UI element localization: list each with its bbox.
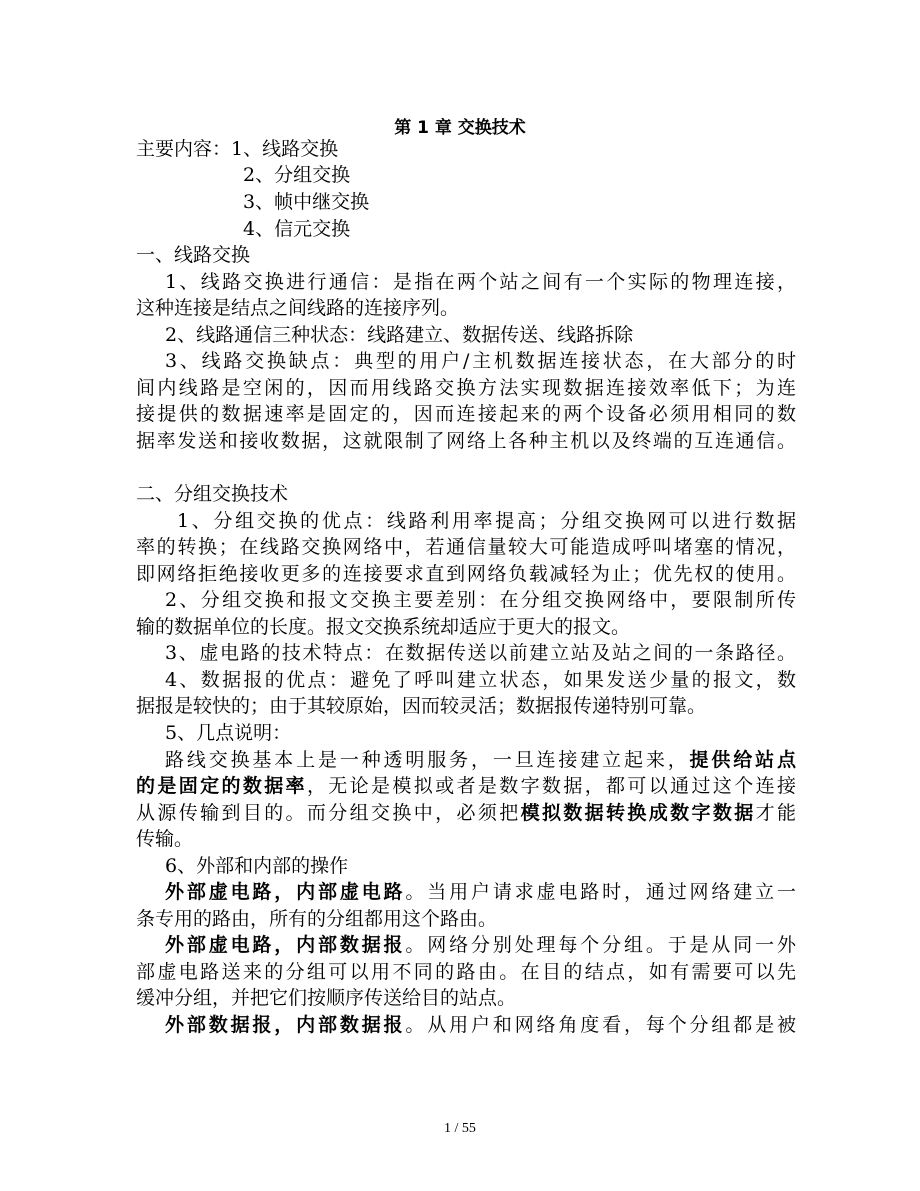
- bold-text: 提供给站点: [689, 749, 796, 771]
- bold-text: 的是固定的数据率: [136, 775, 307, 797]
- paragraph-line: 2、分组交换和报文交换主要差别：在分组交换网络中，要限制所传: [165, 589, 796, 611]
- paragraph-line: 1、分组交换的优点：线路利用率提高；分组交换网可以进行数据: [177, 510, 796, 532]
- text-run: 才能: [755, 802, 796, 824]
- text-run: 。网络分别处理每个分组。于是从同一外: [405, 934, 796, 956]
- paragraph-line: [136, 775, 796, 798]
- text-run: 。从用户和网络角度看，每个分组都是被: [405, 1014, 796, 1036]
- toc-item: 2、分组交换: [243, 164, 351, 186]
- paragraph-line: 部虚电路送来的分组可以用不同的路由。在目的结点，如有需要可以先: [136, 961, 796, 983]
- paragraph-line: [165, 934, 796, 957]
- paragraph-line: 输的数据单位的长度。报文交换系统却适应于更大的报文。: [136, 616, 631, 638]
- paragraph-line: 3、虚电路的技术特点：在数据传送以前建立站及站之间的一条路径。: [165, 642, 796, 664]
- paragraph-line: 条专用的路由，所有的分组都用这个路由。: [136, 908, 498, 930]
- paragraph-line: 缓冲分组，并把它们按顺序传送给目的站点。: [136, 987, 517, 1009]
- section-heading: 二、分组交换技术: [136, 483, 289, 505]
- text-run: 从源传输到目的。而分组交换中，必须把: [136, 802, 521, 824]
- bold-text: 外部数据报，内部数据报: [165, 1014, 406, 1036]
- paragraph-line: [165, 1014, 796, 1037]
- paragraph-line: [136, 802, 796, 825]
- paragraph-line: [165, 881, 796, 904]
- paragraph-line: 据报是较快的；由于其较原始，因而较灵活；数据报传递特别可靠。: [136, 695, 707, 717]
- paragraph-line: 这种连接是结点之间线路的连接序列。: [136, 297, 460, 319]
- paragraph-line: 间内线路是空闲的，因而用线路交换方法实现数据连接效率低下；为连: [136, 377, 796, 399]
- paragraph-line: 5、几点说明：: [165, 722, 292, 744]
- paragraph-line: 4、数据报的优点：避免了呼叫建立状态，如果发送少量的报文，数: [165, 669, 796, 691]
- paragraph-line: 据率发送和接收数据，这就限制了网络上各种主机以及终端的互连通信。: [136, 430, 796, 452]
- text-run: 。当用户请求虚电路时，通过网络建立一: [405, 881, 796, 903]
- toc-item: 3、帧中继交换: [243, 191, 370, 213]
- paragraph-line: 3、线路交换缺点：典型的用户/主机数据连接状态，在大部分的时: [165, 350, 796, 372]
- section-heading: 一、线路交换: [136, 244, 251, 266]
- paragraph-line: [165, 749, 796, 772]
- paragraph-line: 接提供的数据速率是固定的，因而连接起来的两个设备必须用相同的数: [136, 403, 796, 425]
- toc-label: 主要内容：1、线路交换: [136, 138, 339, 160]
- paragraph-line: 率的转换；在线路交换网络中，若通信量较大可能造成呼叫堵塞的情况，: [136, 536, 796, 558]
- page-number: 1 / 55: [444, 1121, 476, 1136]
- text-run: ，无论是模拟或者是数字数据，都可以通过这个连接: [306, 775, 796, 797]
- toc-item: 4、信元交换: [243, 218, 351, 240]
- paragraph-line: 2、线路通信三种状态：线路建立、数据传送、线路拆除: [165, 324, 634, 346]
- bold-text: 模拟数据转换成数字数据: [520, 802, 756, 824]
- text-run: 路线交换基本上是一种透明服务，一旦连接建立起来，: [165, 749, 690, 771]
- paragraph-line: 6、外部和内部的操作: [165, 855, 349, 877]
- bold-text: 外部虚电路，内部虚电路: [165, 881, 406, 903]
- chapter-title: 第 1 章 交换技术: [394, 118, 526, 138]
- paragraph-line: 1、线路交换进行通信：是指在两个站之间有一个实际的物理连接，: [165, 271, 796, 293]
- paragraph-line: 传输。: [136, 828, 194, 850]
- paragraph-line: 即网络拒绝接收更多的连接要求直到网络负载减轻为止；优先权的使用。: [136, 563, 796, 585]
- bold-text: 外部虚电路，内部数据报: [165, 934, 406, 956]
